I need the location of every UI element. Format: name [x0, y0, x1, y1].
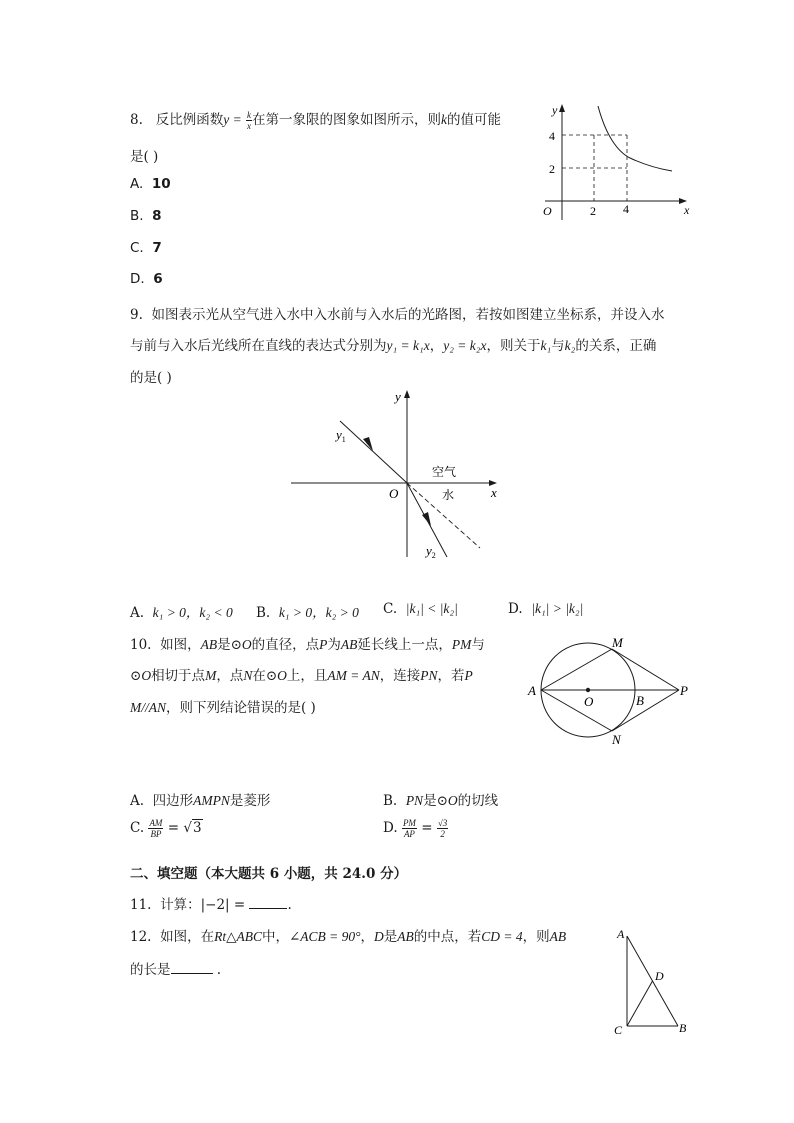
q10-label-b: B	[636, 693, 644, 708]
q10-figure	[524, 628, 699, 748]
q9-y2-label: $y_2$	[426, 543, 436, 560]
q10-option-d[interactable]: D. $\frac{PM}{AP}$ = $\frac{√3}{2}$	[383, 818, 448, 839]
q8-option-a[interactable]: A. 10	[130, 176, 171, 192]
q9-water-label: 水	[442, 488, 455, 502]
q9-y-arrow	[404, 390, 410, 398]
q8-option-d[interactable]: D. 6	[130, 271, 163, 287]
q8-graph	[530, 100, 700, 230]
q9-stem-line3: 的是( )	[130, 370, 172, 386]
q9-incident-ray	[340, 421, 407, 483]
q9-y1-label: $y_1$	[336, 427, 346, 444]
q9-air-label: 空气	[432, 465, 457, 479]
q8-y-arrow	[559, 104, 565, 112]
q10-label-p: P	[680, 683, 688, 698]
q10-line-mp	[612, 649, 679, 690]
q10-label-m: M	[612, 635, 623, 650]
q11-answer-blank[interactable]	[249, 896, 287, 909]
q12-label-c: C	[614, 1023, 623, 1037]
q10-optd-fraction: $\frac{PM}{AP}$	[402, 818, 416, 839]
q10-stem-line3: M//AN，则下列结论错误的是( )	[130, 700, 316, 716]
q8-origin-label: O	[543, 204, 552, 218]
q10-option-b[interactable]: B. PN是⊙O的切线	[383, 793, 499, 809]
q12-label-b: B	[679, 1021, 687, 1035]
section2-heading: 二、填空题（本大题共 6 小题，共 24.0 分）	[130, 866, 408, 882]
q10-label-o: O	[584, 694, 594, 709]
q9-stem-line2: 与前与入水后光线所在直线的表达式分别为y₁ = k₁x，y₂ = k₂x，则关于k₁与k₂的关系，正确	[130, 338, 657, 354]
q9-stem-line1: 9. 如图表示光从空气进入水中入水前与入水后的光路图，若按如图建立坐标系，并设入水	[130, 307, 665, 323]
q10-optd-value-fraction: $\frac{√3}{2}$	[437, 818, 448, 839]
q9-x-axis-label: x	[491, 485, 497, 500]
q10-center-dot	[586, 688, 590, 692]
q9-option-b[interactable]: B. k₁ > 0，k₂ > 0	[256, 605, 359, 621]
q12-stem-line2: 的长是 .	[130, 962, 222, 978]
q8-hyperbola-curve	[598, 106, 672, 171]
q8-fraction: $\frac{k}{x}$	[247, 110, 252, 131]
q8-option-b[interactable]: B. 8	[130, 208, 162, 224]
q12-line-cd	[627, 981, 653, 1026]
q12-figure	[608, 922, 693, 1040]
q10-optc-fraction: $\frac{AM}{BP}$	[149, 818, 163, 839]
q9-option-d[interactable]: D. |k₁| > |k₂|	[508, 601, 584, 617]
q9-origin-label: O	[389, 486, 399, 501]
q8-stem-line2: 是( )	[130, 149, 159, 165]
q8-stem: 8. 反比例函数y = $\frac{k}{x}$ 在第一象限的图象如图所示，则k的值可能	[130, 110, 502, 131]
q8-y-tick-4: 4	[549, 129, 555, 143]
q12-stem-line1: 12. 如图，在Rt△ABC中，∠ACB = 90°，D是AB的中点，若CD = 4，则AB	[130, 929, 567, 945]
q10-option-a[interactable]: A. 四边形AMPN是菱形	[130, 793, 271, 809]
q9-option-c[interactable]: C. |k₁| < |k₂|	[383, 601, 458, 617]
q8-x-tick-4: 4	[623, 202, 629, 216]
q10-line-np	[612, 690, 679, 731]
q10-label-a: A	[528, 683, 536, 698]
q9-option-a[interactable]: A. k₁ > 0，k₂ < 0	[130, 605, 233, 621]
q12-label-d: D	[655, 969, 664, 983]
q10-stem-line1: 10. 如图，AB是⊙O的直径，点P为AB延长线上一点，PM与	[130, 637, 485, 653]
q12-answer-blank[interactable]	[171, 961, 213, 974]
q10-line-an	[541, 690, 612, 731]
q12-label-a: A	[617, 927, 625, 941]
q8-x-tick-2: 2	[590, 204, 596, 218]
q10-label-n: N	[612, 732, 621, 747]
q9-figure	[285, 385, 510, 565]
q8-option-c[interactable]: C. 7	[130, 240, 162, 256]
q8-y-label: y	[552, 103, 558, 117]
q8-x-label: x	[684, 203, 690, 217]
q10-line-am	[541, 649, 612, 690]
q11-stem: 11. 计算：|−2| = .	[130, 897, 292, 913]
q10-option-c[interactable]: C. $\frac{AM}{BP}$ = √3	[130, 818, 202, 839]
q10-stem-line2: ⊙O相切于点M，点N在⊙O上，且AM = AN，连接PN，若P	[130, 668, 473, 684]
q9-y-axis-label: y	[395, 389, 401, 404]
q8-y-tick-2: 2	[549, 162, 555, 176]
